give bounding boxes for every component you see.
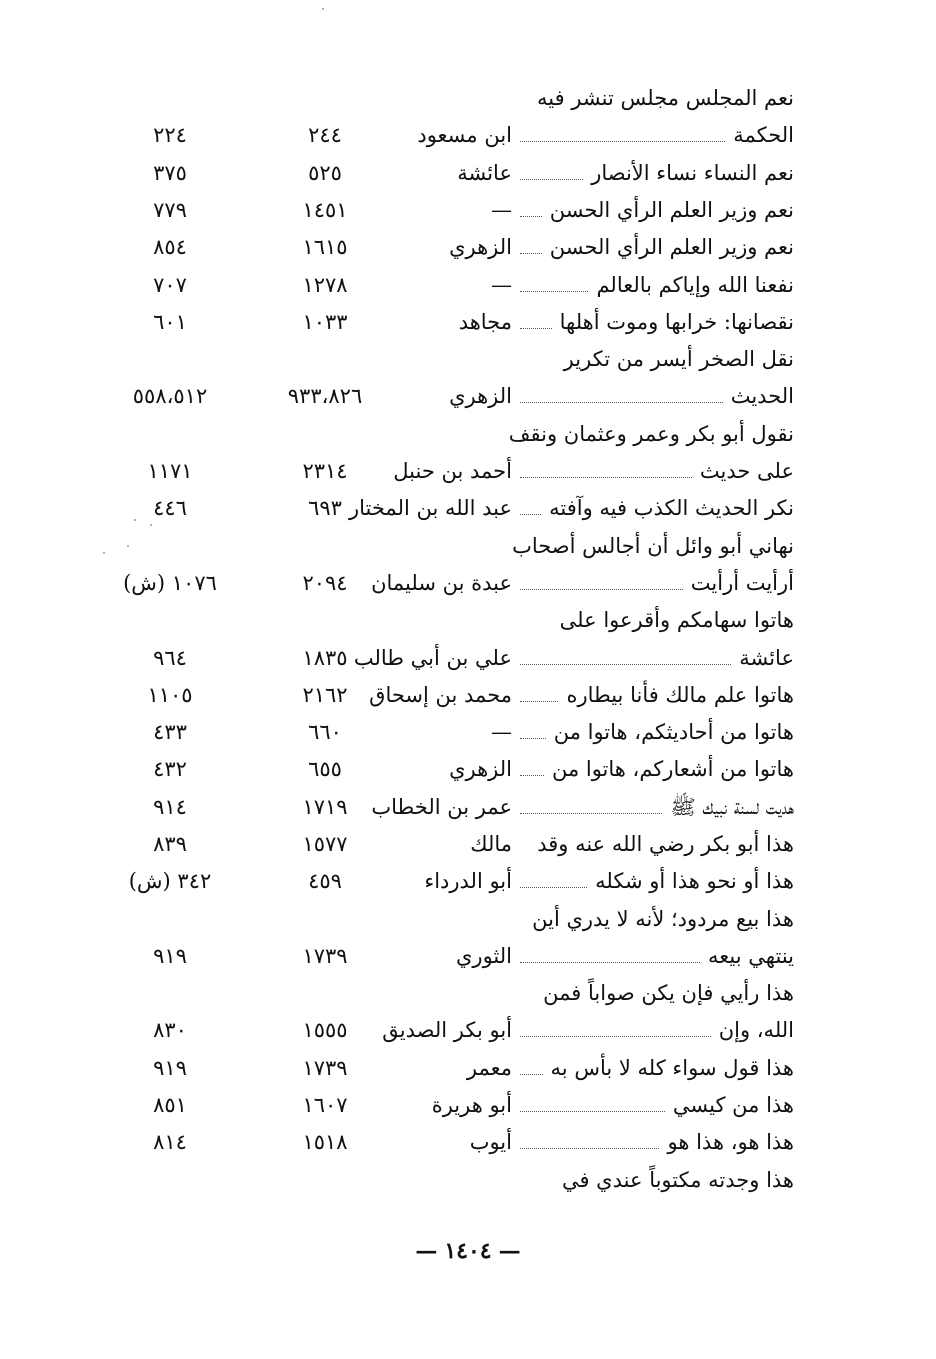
- dot-leader: [520, 291, 588, 292]
- scan-speck: [322, 8, 324, 10]
- folio-dash-left: —: [415, 1238, 438, 1264]
- index-entry-continued: [100, 601, 794, 639]
- scan-speck: [103, 552, 105, 554]
- narrator-name: أبو الدرداء: [424, 869, 512, 893]
- hadith-number: ٦٩٣: [308, 496, 342, 520]
- index-entry: [100, 116, 794, 154]
- narrator-name: عبدة بن سليمان: [371, 571, 512, 595]
- dot-leader: [520, 1148, 659, 1149]
- reference-number: ٣٤٢ (ش): [128, 869, 212, 893]
- entry-text: الحكمة: [733, 123, 794, 147]
- index-entry: [100, 191, 794, 229]
- entry-text: نكر الحديث الكذب فيه وآفته: [549, 496, 794, 520]
- entry-text: عائشة: [739, 646, 794, 670]
- reference-number: ٨٣٠: [153, 1018, 187, 1042]
- index-entry-continued: [100, 527, 794, 565]
- narrator-name: محمد بن إسحاق: [369, 683, 512, 707]
- reference-number: ٨٥٤: [153, 235, 187, 259]
- dot-leader: [520, 477, 692, 478]
- dot-leader: [520, 1074, 543, 1075]
- index-entry: [100, 862, 794, 900]
- index-entry: [100, 825, 794, 863]
- page-number-line: [0, 1238, 936, 1264]
- hadith-number: ٢١٦٢: [302, 683, 348, 707]
- narrator-name: الزهري: [449, 757, 512, 781]
- dot-leader: [520, 253, 542, 254]
- entry-text: هاتوا سهامكم وأقرعوا على: [559, 608, 794, 632]
- hadith-number: ٥٢٥: [308, 161, 342, 185]
- entry-text: نقل الصخر أيسر من تكرير: [563, 347, 794, 371]
- narrator-name: عائشة: [457, 161, 512, 185]
- reference-number: ٩١٩: [153, 944, 187, 968]
- index-entry: [100, 228, 794, 266]
- entry-text: هذا أو نحو هذا أو شكله: [595, 869, 794, 893]
- dot-leader: [520, 402, 723, 403]
- dot-leader: [520, 701, 558, 702]
- reference-number: ٨٣٩: [153, 832, 187, 856]
- narrator-name: معمر: [466, 1056, 512, 1080]
- narrator-name: —: [491, 198, 512, 222]
- entry-text: هذا أبو بكر رضي الله عنه وقد: [537, 832, 794, 856]
- reference-number: ٤٣٢: [153, 757, 187, 781]
- reference-number: ٩٦٤: [153, 646, 187, 670]
- index-entry: [100, 564, 794, 602]
- index-entry: [100, 303, 794, 341]
- narrator-name: أيوب: [469, 1130, 512, 1154]
- hadith-number: ٢٠٩٤: [302, 571, 348, 595]
- entry-text: نهاني أبو وائل أن أجالس أصحاب: [512, 534, 794, 558]
- reference-number: ٧٧٩: [153, 198, 187, 222]
- reference-number: ٨٥١: [153, 1093, 187, 1117]
- entry-text: هذا هو، هذا هو: [667, 1130, 794, 1154]
- hadith-number: ٢٣١٤: [302, 459, 348, 483]
- entry-text: هاتوا من أحاديثكم، هاتوا من: [553, 720, 794, 744]
- dot-leader: [520, 514, 541, 515]
- index-entry-continued: [100, 900, 794, 938]
- entry-text: نعم النساء نساء الأنصار: [591, 161, 794, 185]
- narrator-name: مجاهد: [458, 310, 512, 334]
- entry-text: هذا وجدته مكتوباً عندي في: [561, 1168, 794, 1192]
- hadith-number: ١٦١٥: [302, 235, 348, 259]
- narrator-name: الزهري: [449, 384, 512, 408]
- index-entry-continued: [100, 1161, 794, 1199]
- dot-leader: [520, 775, 544, 776]
- index-entry: [100, 452, 794, 490]
- index-entry: [100, 154, 794, 192]
- folio-dash-right: —: [498, 1238, 521, 1264]
- index-entry: [100, 1049, 794, 1087]
- narrator-name: أبو هريرة: [431, 1093, 512, 1117]
- hadith-number: ١٥١٨: [302, 1130, 348, 1154]
- dot-leader: [520, 179, 583, 180]
- narrator-name: عمر بن الخطاب: [371, 795, 512, 819]
- narrator-name: علي بن أبي طالب: [353, 646, 512, 670]
- entry-text: نعم المجلس مجلس تنشر فيه: [537, 86, 794, 110]
- reference-number: ٤٤٦: [153, 496, 187, 520]
- narrator-name: ابن مسعود: [417, 123, 512, 147]
- hadith-number: ١٤٥١: [302, 198, 348, 222]
- index-entry: [100, 676, 794, 714]
- dot-leader: [520, 664, 731, 665]
- entry-text: على حديث: [699, 459, 794, 483]
- index-entry: [100, 489, 794, 527]
- entry-text: أرأيت أرأيت: [690, 571, 794, 595]
- entry-text: هذا من كيسي: [672, 1093, 794, 1117]
- narrator-name: أبو بكر الصديق: [382, 1018, 512, 1042]
- dot-leader: [520, 1036, 711, 1037]
- entry-text: الحديث: [730, 384, 794, 408]
- index-entry: [100, 1086, 794, 1124]
- hadith-number: ١٥٧٧: [302, 832, 348, 856]
- page-number: ١٤٠٤: [444, 1238, 492, 1264]
- entry-text: نفعنا الله وإياكم بالعالم: [596, 273, 794, 297]
- index-entry-continued: [100, 974, 794, 1012]
- index-entry: [100, 1123, 794, 1161]
- entry-text: ينتهي بيعه: [708, 944, 794, 968]
- dot-leader: [520, 589, 683, 590]
- hadith-number: ٦٦٠: [308, 720, 342, 744]
- narrator-name: —: [491, 273, 512, 297]
- index-entry: [100, 750, 794, 788]
- index-entry: [100, 937, 794, 975]
- entry-text: نعم وزير العلم الرأي الحسن: [549, 198, 794, 222]
- narrator-name: مالك: [470, 832, 512, 856]
- dot-leader: [520, 813, 662, 814]
- dot-leader: [520, 328, 552, 329]
- reference-number: ٧٠٧: [153, 273, 187, 297]
- hadith-number: ٤٥٩: [308, 869, 342, 893]
- scan-speck: [134, 519, 136, 521]
- index-entry: [100, 377, 794, 415]
- dot-leader: [520, 1111, 665, 1112]
- scan-speck: [150, 524, 152, 526]
- index-entry: [100, 788, 794, 826]
- dot-leader: [520, 216, 542, 217]
- index-entry: [100, 266, 794, 304]
- index-entry-continued: [100, 79, 794, 117]
- reference-number: ٩١٤: [153, 795, 187, 819]
- reference-number: ٩١٩: [153, 1056, 187, 1080]
- hadith-number: ١٨٣٥: [302, 646, 348, 670]
- entry-text: نعم وزير العلم الرأي الحسن: [549, 235, 794, 259]
- entry-text: هاتوا علم مالك فأنا بيطاره: [566, 683, 794, 707]
- narrator-name: عبد الله بن المختار: [349, 496, 512, 520]
- reference-number: ٥٥٨،٥١٢: [132, 384, 208, 408]
- hadith-number: ٦٥٥: [308, 757, 342, 781]
- entry-text: نقول أبو بكر وعمر وعثمان ونقف: [508, 422, 794, 446]
- index-entry: [100, 1011, 794, 1049]
- dot-leader: [520, 887, 587, 888]
- narrator-name: الزهري: [449, 235, 512, 259]
- reference-number: ٤٣٣: [153, 720, 187, 744]
- index-entry-continued: [100, 415, 794, 453]
- hadith-number: ١٧٣٩: [302, 944, 348, 968]
- reference-number: ٨١٤: [153, 1130, 187, 1154]
- hadith-number: ١٦٠٧: [302, 1093, 348, 1117]
- scan-speck: [127, 545, 129, 547]
- reference-number: ١١٧١: [147, 459, 193, 483]
- hadith-number: ١٧٣٩: [302, 1056, 348, 1080]
- hadith-number: ١٧١٩: [302, 795, 348, 819]
- reference-number: ٣٧٥: [153, 161, 187, 185]
- reference-number: ١٠٧٦ (ش): [123, 571, 217, 595]
- hadith-number: ١٢٧٨: [302, 273, 348, 297]
- dot-leader: [520, 141, 725, 142]
- index-entry-continued: [100, 340, 794, 378]
- index-entry: [100, 713, 794, 751]
- entry-text: نقصانها: خرابها وموت أهلها: [559, 310, 794, 334]
- narrator-name: أحمد بن حنبل: [393, 459, 512, 483]
- reference-number: ١١٠٥: [147, 683, 193, 707]
- entry-text: هذا رأيي فإن يكن صواباً فمن: [543, 981, 794, 1005]
- narrator-name: الثوري: [456, 944, 512, 968]
- entry-text: هذا بيع مردود؛ لأنه لا يدري أين: [532, 907, 794, 931]
- index-entry: [100, 639, 794, 677]
- reference-number: ٢٢٤: [153, 123, 187, 147]
- hadith-number: ٩٣٣،٨٢٦: [287, 384, 363, 408]
- narrator-name: —: [491, 720, 512, 744]
- entry-text: الله، وإن: [718, 1018, 794, 1042]
- reference-number: ٦٠١: [153, 310, 187, 334]
- hadith-number: ١٥٥٥: [302, 1018, 348, 1042]
- entry-text: هاتوا من أشعاركم، هاتوا من: [551, 757, 794, 781]
- hadith-number: ٢٤٤: [308, 123, 342, 147]
- dot-leader: [520, 738, 546, 739]
- hadith-number: ١٠٣٣: [302, 310, 348, 334]
- dot-leader: [520, 962, 700, 963]
- entry-text: هذا قول سواء كله لا بأس به: [550, 1056, 794, 1080]
- entry-text: هديت لسنة نبيك ﷺ: [670, 795, 794, 819]
